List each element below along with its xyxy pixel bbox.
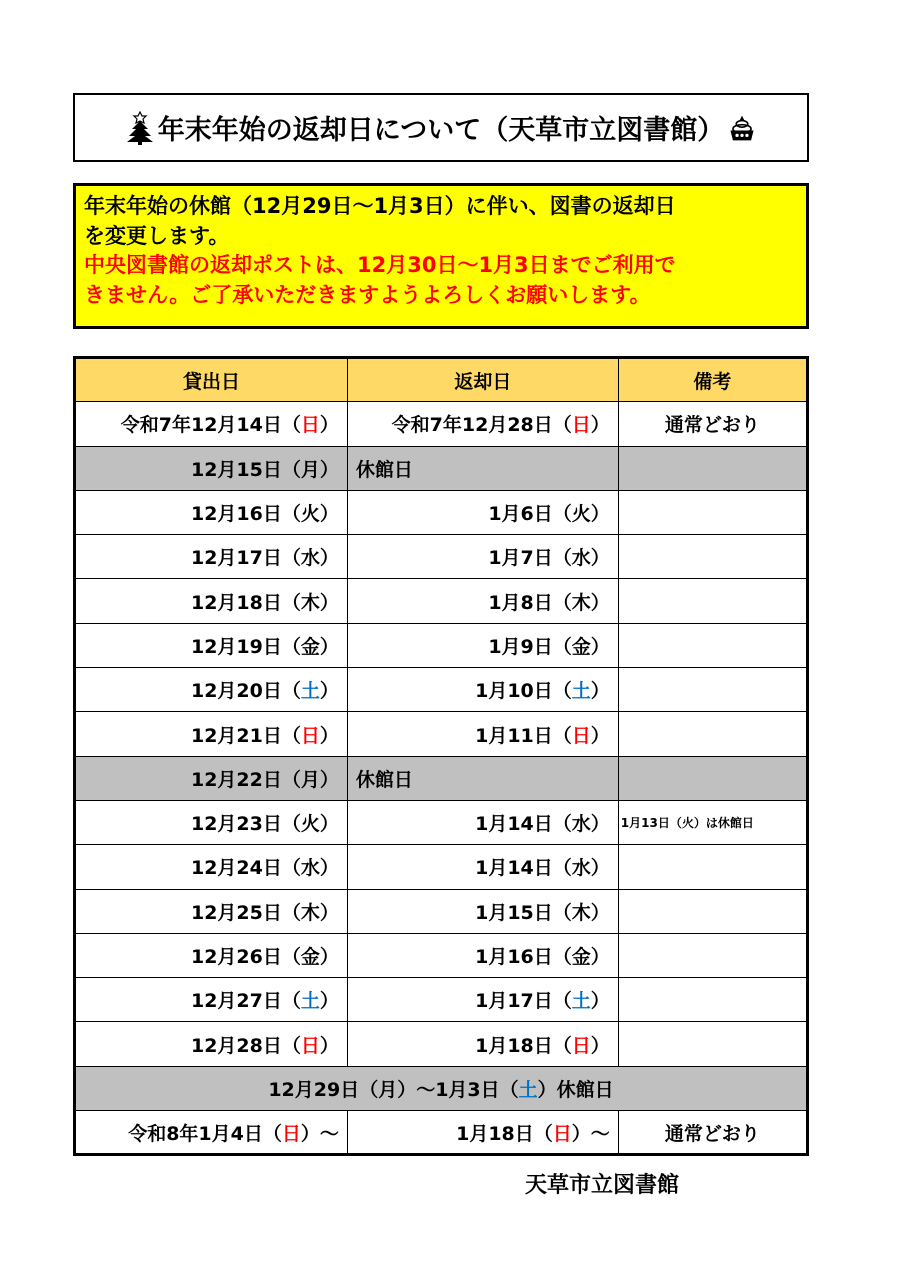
page-title: [73, 93, 809, 162]
return-date-text: 1月9日（: [488, 635, 572, 658]
lend-date-text: ）: [319, 503, 339, 526]
note-cell: 通常どおり: [618, 402, 807, 446]
note-cell: [618, 845, 807, 889]
table-row: [75, 490, 808, 534]
return-date-text: ）: [590, 724, 610, 747]
table-row: [75, 668, 808, 712]
lend-date-text: 12月23日（: [190, 813, 301, 836]
return-date-weekday: 日: [571, 1034, 591, 1057]
note-cell: [618, 756, 807, 800]
return-date-text: ）: [590, 680, 610, 703]
lend-date-text: 12月17日（: [190, 547, 301, 570]
notice-box: [73, 183, 809, 329]
return-date-text: 1月18日（: [456, 1122, 553, 1145]
return-date-weekday: 土: [571, 990, 591, 1013]
note-cell: [618, 446, 807, 490]
lend-date-text: ）: [319, 547, 339, 570]
return-date-text: 1月7日（: [488, 547, 572, 570]
return-date-cell: [347, 490, 618, 534]
note-cell: [618, 933, 807, 977]
return-date-text: ）: [590, 1034, 610, 1057]
lend-date-text: 12月18日（: [190, 591, 301, 614]
lend-date-text: ）: [319, 414, 339, 437]
lend-date-text: 12月16日（: [190, 503, 301, 526]
note-cell: [618, 1022, 807, 1066]
lend-date-text: 12月15日（: [190, 458, 301, 481]
table-row: [75, 1066, 808, 1110]
lend-date-text: 令和7年12月14日（: [120, 414, 301, 437]
return-date-weekday: 木: [571, 901, 591, 924]
library-name: 天草市立図書館: [525, 1173, 680, 1198]
lend-date-cell: [75, 978, 348, 1022]
return-date-text: ）: [590, 857, 610, 880]
return-date-text: 令和7年12月28日（: [391, 414, 572, 437]
return-date-weekday: 水: [571, 547, 591, 570]
table-row: [75, 800, 808, 844]
return-date-cell: [347, 978, 618, 1022]
return-date-text: 1月16日（: [475, 946, 572, 968]
header-note: 備考: [618, 358, 807, 402]
return-date-text: ）: [590, 503, 610, 526]
lend-date-text: 12月20日（: [190, 680, 301, 703]
note-cell: 1月13日（火）は休館日: [618, 800, 807, 844]
lend-date-weekday: 月: [300, 458, 320, 481]
lend-date-text: ）～: [300, 1122, 339, 1145]
lend-date-weekday: 木: [300, 591, 320, 614]
table-row: [75, 978, 808, 1022]
return-date-text: 1月10日（: [475, 680, 572, 703]
table-row: [75, 933, 808, 977]
lend-date-text: ）: [319, 680, 339, 703]
lend-date-cell: [75, 579, 348, 623]
return-date-weekday: 土: [571, 680, 591, 703]
return-date-text: 1月14日（: [475, 813, 572, 836]
return-date-text: ）: [590, 414, 610, 437]
lend-date-weekday: 月: [300, 768, 320, 791]
return-date-text: ）: [590, 990, 610, 1013]
lend-date-cell: [75, 756, 348, 800]
lend-date-weekday: 火: [300, 813, 320, 836]
return-date-text: ）: [590, 635, 610, 658]
return-date-text: 1月8日（: [488, 591, 572, 614]
lend-date-text: 12月24日（: [190, 857, 301, 880]
table-row: [75, 535, 808, 579]
table-row: [75, 756, 808, 800]
lend-date-weekday: 木: [300, 901, 320, 924]
table-row: [75, 402, 808, 446]
closed-period-text: ）休館日: [537, 1078, 614, 1101]
lend-date-cell: [75, 623, 348, 667]
note-cell: [618, 668, 807, 712]
note-cell: 通常どおり: [618, 1111, 807, 1155]
header-lend-date: 貸出日: [75, 358, 348, 402]
header-return-date: 返却日: [347, 358, 618, 402]
notice-line: を変更します。: [84, 223, 230, 248]
lend-date-text: 12月21日（: [190, 724, 301, 747]
lend-date-text: 12月26日（: [190, 946, 301, 968]
lend-date-cell: [75, 402, 348, 446]
table-row: [75, 845, 808, 889]
table-row: [75, 623, 808, 667]
lend-date-weekday: 金: [300, 946, 320, 968]
lend-date-weekday: 火: [300, 503, 320, 526]
return-date-weekday: 火: [571, 503, 591, 526]
notice-warning-line: 中央図書館の返却ポストは、12月30日～1月3日までご利用で: [84, 253, 676, 277]
return-date-text: 1月14日（: [475, 857, 572, 880]
lend-date-text: ）: [319, 813, 339, 836]
lend-date-text: 令和8年1月4日（: [128, 1122, 282, 1145]
return-date-weekday: 木: [571, 591, 591, 614]
lend-date-weekday: 土: [300, 990, 320, 1013]
lend-date-cell: [75, 446, 348, 490]
return-date-weekday: 日: [571, 724, 591, 747]
return-date-cell: [347, 800, 618, 844]
lend-date-weekday: 日: [281, 1122, 301, 1145]
lend-date-cell: [75, 490, 348, 534]
lend-date-text: ）: [319, 1034, 339, 1057]
lend-date-text: ）: [319, 635, 339, 658]
return-date-cell: 休館日: [347, 756, 618, 800]
return-date-weekday: 水: [571, 857, 591, 880]
return-date-cell: [347, 1022, 618, 1066]
lend-date-cell: [75, 1111, 348, 1155]
note-cell: [618, 889, 807, 933]
return-date-cell: 休館日: [347, 446, 618, 490]
lend-date-text: 12月19日（: [190, 635, 301, 658]
return-date-cell: [347, 623, 618, 667]
lend-date-text: ）: [319, 901, 339, 924]
closed-period-cell: [75, 1066, 808, 1110]
lend-date-cell: [75, 535, 348, 579]
return-date-cell: [347, 889, 618, 933]
return-date-cell: [347, 933, 618, 977]
return-schedule-table: [73, 356, 809, 1156]
return-date-text: ）: [590, 813, 610, 836]
lend-date-text: 12月22日（: [190, 768, 301, 791]
lend-date-weekday: 金: [300, 635, 320, 658]
lend-date-text: ）: [319, 857, 339, 880]
lend-date-weekday: 水: [300, 547, 320, 570]
return-date-cell: [347, 668, 618, 712]
return-date-cell: [347, 579, 618, 623]
table-row: [75, 579, 808, 623]
note-cell: [618, 623, 807, 667]
lend-date-text: ）: [319, 990, 339, 1013]
return-date-weekday: 金: [571, 946, 591, 968]
table-row: [75, 889, 808, 933]
lend-date-weekday: 日: [300, 724, 320, 747]
return-date-text: 1月17日（: [475, 990, 572, 1013]
lend-date-text: 12月25日（: [190, 901, 301, 924]
lend-date-cell: [75, 1022, 348, 1066]
lend-date-cell: [75, 712, 348, 756]
lend-date-text: ）: [319, 591, 339, 614]
return-date-text: 1月11日（: [475, 724, 572, 747]
return-date-cell: [347, 845, 618, 889]
note-cell: [618, 535, 807, 579]
table-row: [75, 1022, 808, 1066]
return-date-cell: [347, 535, 618, 579]
lend-date-text: 12月28日（: [190, 1034, 301, 1057]
notice-warning-line: きません。ご了承いただきますようよろしくお願いします。: [84, 282, 651, 307]
return-date-cell: [347, 402, 618, 446]
lend-date-weekday: 水: [300, 857, 320, 880]
return-date-text: 1月18日（: [475, 1034, 572, 1057]
lend-date-weekday: 土: [300, 680, 320, 703]
lend-date-weekday: 日: [300, 1034, 320, 1057]
kagami-mochi-icon: [728, 111, 756, 145]
return-date-weekday: 日: [552, 1122, 572, 1145]
lend-date-cell: [75, 845, 348, 889]
return-date-weekday: 日: [571, 414, 591, 437]
note-cell: [618, 712, 807, 756]
table-row: [75, 712, 808, 756]
lend-date-text: 12月27日（: [190, 990, 301, 1013]
notice-line: 年末年始の休館（12月29日～1月3日）に伴い、図書の返却日: [84, 194, 676, 218]
table-row: [75, 446, 808, 490]
return-date-text: ）: [590, 901, 610, 924]
return-date-text: 1月15日（: [475, 901, 572, 924]
closed-period-weekday: 土: [518, 1078, 538, 1101]
note-cell: [618, 490, 807, 534]
return-date-cell: [347, 712, 618, 756]
christmas-tree-icon: [126, 111, 154, 145]
lend-date-text: ）: [319, 946, 339, 968]
lend-date-cell: [75, 800, 348, 844]
closed-period-text: 12月29日（月）～1月3日（: [268, 1078, 519, 1101]
return-date-weekday: 水: [571, 813, 591, 836]
note-cell: [618, 579, 807, 623]
lend-date-text: ）: [319, 768, 339, 791]
return-date-text: ）: [590, 946, 610, 968]
lend-date-weekday: 日: [300, 414, 320, 437]
lend-date-cell: [75, 889, 348, 933]
return-date-text: ）: [590, 591, 610, 614]
return-date-text: 1月6日（: [488, 503, 572, 526]
lend-date-text: ）: [319, 724, 339, 747]
note-cell: [618, 978, 807, 1022]
lend-date-cell: [75, 668, 348, 712]
lend-date-text: ）: [319, 458, 339, 481]
table-row: [75, 1111, 808, 1155]
return-date-cell: [347, 1111, 618, 1155]
return-date-weekday: 金: [571, 635, 591, 658]
lend-date-cell: [75, 933, 348, 977]
table-header-row: [75, 358, 808, 402]
return-date-text: ）: [590, 547, 610, 570]
return-date-text: ）～: [571, 1122, 610, 1145]
title-text: 年末年始の返却日について（天草市立図書館）: [157, 115, 725, 146]
